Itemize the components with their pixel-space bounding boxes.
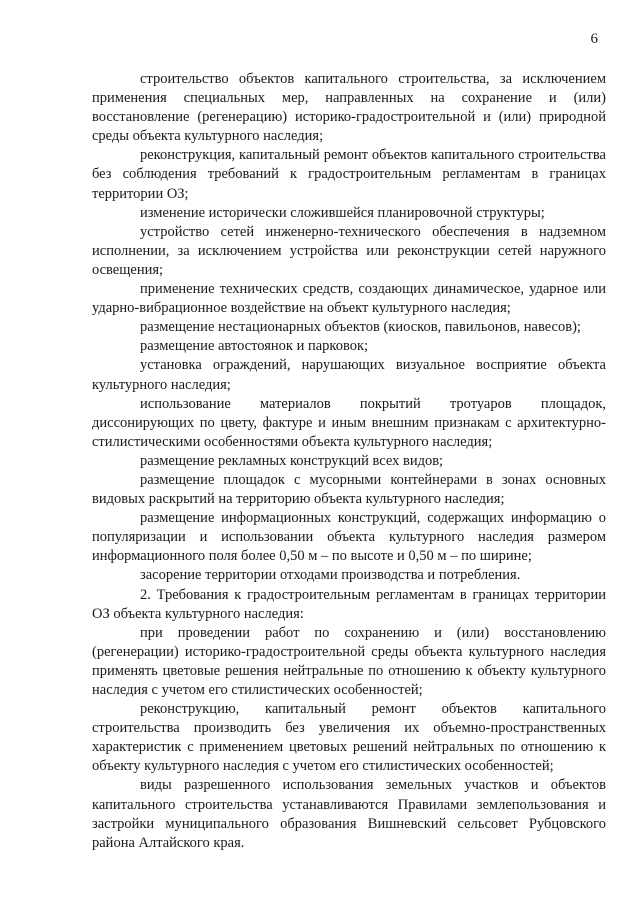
paragraph: размещение информационных конструкций, содержащих информацию о популяризации и использовании объекта культурного наследия размером информационного поля более 0,50 м – по высоте и 0,50 м – по ширине;: [92, 510, 606, 565]
paragraph: виды разрешенного использования земельных участков и объектов капитального строительства устанавливаются Правилами землепользования и застройки муниципального образования Вишневский сельсовет Рубцовского района Алтайского края.: [92, 777, 606, 851]
document-body: [92, 70, 606, 853]
paragraph: установка ограждений, нарушающих визуальное восприятие объекта культурного наследия;: [92, 357, 606, 393]
paragraph: при проведении работ по сохранению и (или) восстановлению (регенерации) историко-градостроительной среды объекта культурного наследия применять цветовые решения нейтральные по отношению к объекту культурного наследия с учетом его стилистических особенностей;: [92, 624, 606, 698]
paragraph: засорение территории отходами производства и потребления.: [140, 567, 521, 584]
paragraph: размещение автостоянок и парковок;: [140, 338, 369, 355]
paragraph: реконструкцию, капитальный ремонт объектов капитального строительства производить без увеличения их объемно-пространственных характеристик с применением цветовых решений нейтральных по отношению к объекту культурного наследия с учетом его стилистических особенностей;: [92, 701, 606, 775]
page-number: 6: [590, 31, 598, 47]
paragraph: размещение нестационарных объектов (киосков, павильонов, навесов);: [140, 319, 581, 336]
paragraph: устройство сетей инженерно-технического обеспечения в надземном исполнении, за исключением устройства или реконструкции сетей наружного освещения;: [92, 223, 606, 278]
paragraph: применение технических средств, создающих динамическое, ударное или ударно-вибрационное воздействие на объект культурного наследия;: [92, 281, 606, 317]
paragraph: использование материалов покрытий тротуаров площадок, диссонирующих по цвету, фактуре и иным внешним признакам с архитектурно-стилистическими особенностями объекта культурного наследия;: [92, 395, 606, 450]
paragraph: размещение площадок с мусорными контейнерами в зонах основных видовых раскрытий на территорию объекта культурного наследия;: [92, 471, 606, 508]
paragraph: размещение рекламных конструкций всех видов;: [140, 452, 444, 469]
paragraph: строительство объектов капитального строительства, за исключением применения специальных мер, направленных на сохранение и (или) восстановление (регенерацию) историко-градостроительной и (или) природной среды объекта культурного наследия;: [92, 71, 606, 145]
paragraph: реконструкция, капитальный ремонт объектов капитального строительства без соблюдения требований к градостроительным регламентам в границах территории ОЗ;: [92, 147, 606, 202]
paragraph: изменение исторически сложившейся планировочной структуры;: [140, 204, 545, 221]
paragraph: 2. Требования к градостроительным регламентам в границах территории ОЗ объекта культурного наследия:: [92, 586, 606, 622]
